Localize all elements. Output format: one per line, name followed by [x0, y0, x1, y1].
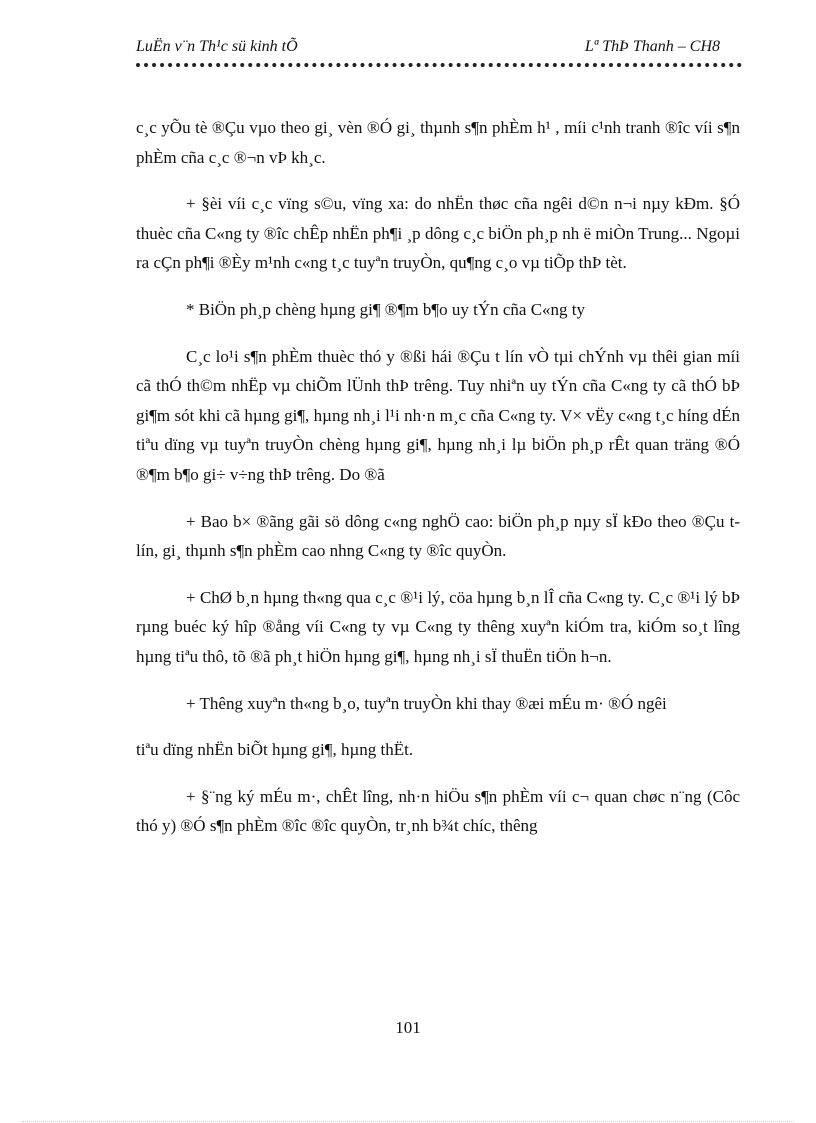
paragraph-5: + ChØ b¸n hµng th«ng qua c¸c ®¹i lý, cöa hµng b¸n lÎ cña C«ng ty. C¸c ®¹i lý bÞ rµng buéc ký hîp ®ång víi C«ng ty vµ C«ng ty thêng xuyªn kiÓm tra, kiÓm so¸t lîng hµng tiªu thô, tõ ®ã ph¸t hiÖn hµng gi¶, hµng nh¸i sÏ thuËn tiÖn h¬n.: [136, 587, 740, 666]
paragraph-6: + Thêng xuyªn th«ng b¸o, tuyªn truyÒn khi thay ®æi mÉu m· ®Ó ngêi: [186, 693, 667, 713]
paragraph-1: c¸c yÕu tè ®Çu vµo theo gi¸ vèn ®Ó gi¸ thµnh s¶n phÈm h¹ , míi c¹nh tranh ®îc víi s¶n phÈm cña c¸c ®¬n vÞ kh¸c.: [136, 118, 740, 167]
paragraph-3: C¸c lo¹i s¶n phÈm thuèc thó y ®ßi hái ®Çu t lín vÒ tµi chÝnh vµ thêi gian míi cã thÓ th©m nhËp vµ chiÕm lÜnh thÞ trêng. Tuy nhiªn uy tÝn cña C«ng ty cã thÓ bÞ gi¶m sót khi cã hµng gi¶, hµng nh¸i l¹i nh·n m¸c cña C«ng ty. V× vËy c«ng t¸c híng dÉn tiªu dïng vµ tuyªn truyÒn chèng hµng gi¶, hµng nh¸i lµ biÖn ph¸p rÊt quan träng ®Ó ®¶m b¶o gi÷ v÷ng thÞ trêng. Do ®ã: [136, 346, 740, 484]
section-heading: * BiÖn ph¸p chèng hµng gi¶ ®¶m b¶o uy tÝn cña C«ng ty: [186, 299, 586, 319]
page-body: [136, 113, 740, 858]
header-author: Lª ThÞ Thanh – CH8: [584, 38, 720, 55]
header-thesis-title: LuËn v¨n Th¹c sü kinh tÕ: [136, 38, 298, 55]
paragraph-2: + §èi víi c¸c vïng s©u, vïng xa: do nhËn thøc cña ngêi d©n n¬i nµy kÐm. §Ó thuèc cña C«ng ty ®îc chÊp nhËn ph¶i ¸p dông c¸c biÖn ph¸p nh ë miÒn Trung... Ngoµi ra cÇn ph¶i ®Èy m¹nh c«ng t¸c tuyªn truyÒn, qu¶ng c¸o vµ tiÕp thÞ tèt.: [136, 194, 740, 273]
paragraph-7: tiªu dïng nhËn biÕt hµng gi¶, hµng thËt.: [136, 740, 414, 760]
header-dotted-rule: [136, 63, 742, 67]
page-number: 101: [395, 1018, 421, 1037]
running-header: [136, 38, 720, 60]
paragraph-4: + Bao b× ®ãng gãi sö dông c«ng nghÖ cao: biÖn ph¸p nµy sÏ kÐo theo ®Çu t lín, gi¸ thµnh s¶n phÈm cao nhng C«ng ty ®îc quyÒn.: [136, 511, 740, 561]
page-bottom-edge: [22, 1121, 794, 1122]
paragraph-8: + §¨ng ký mÉu m·, chÊt lîng, nh·n hiÖu s¶n phÈm víi c¬ quan chøc n¨ng (Côc thó y) ®Ó s¶n phÈm ®îc ®îc quyÒn, tr¸nh b¾t chíc, thêng: [136, 786, 740, 836]
